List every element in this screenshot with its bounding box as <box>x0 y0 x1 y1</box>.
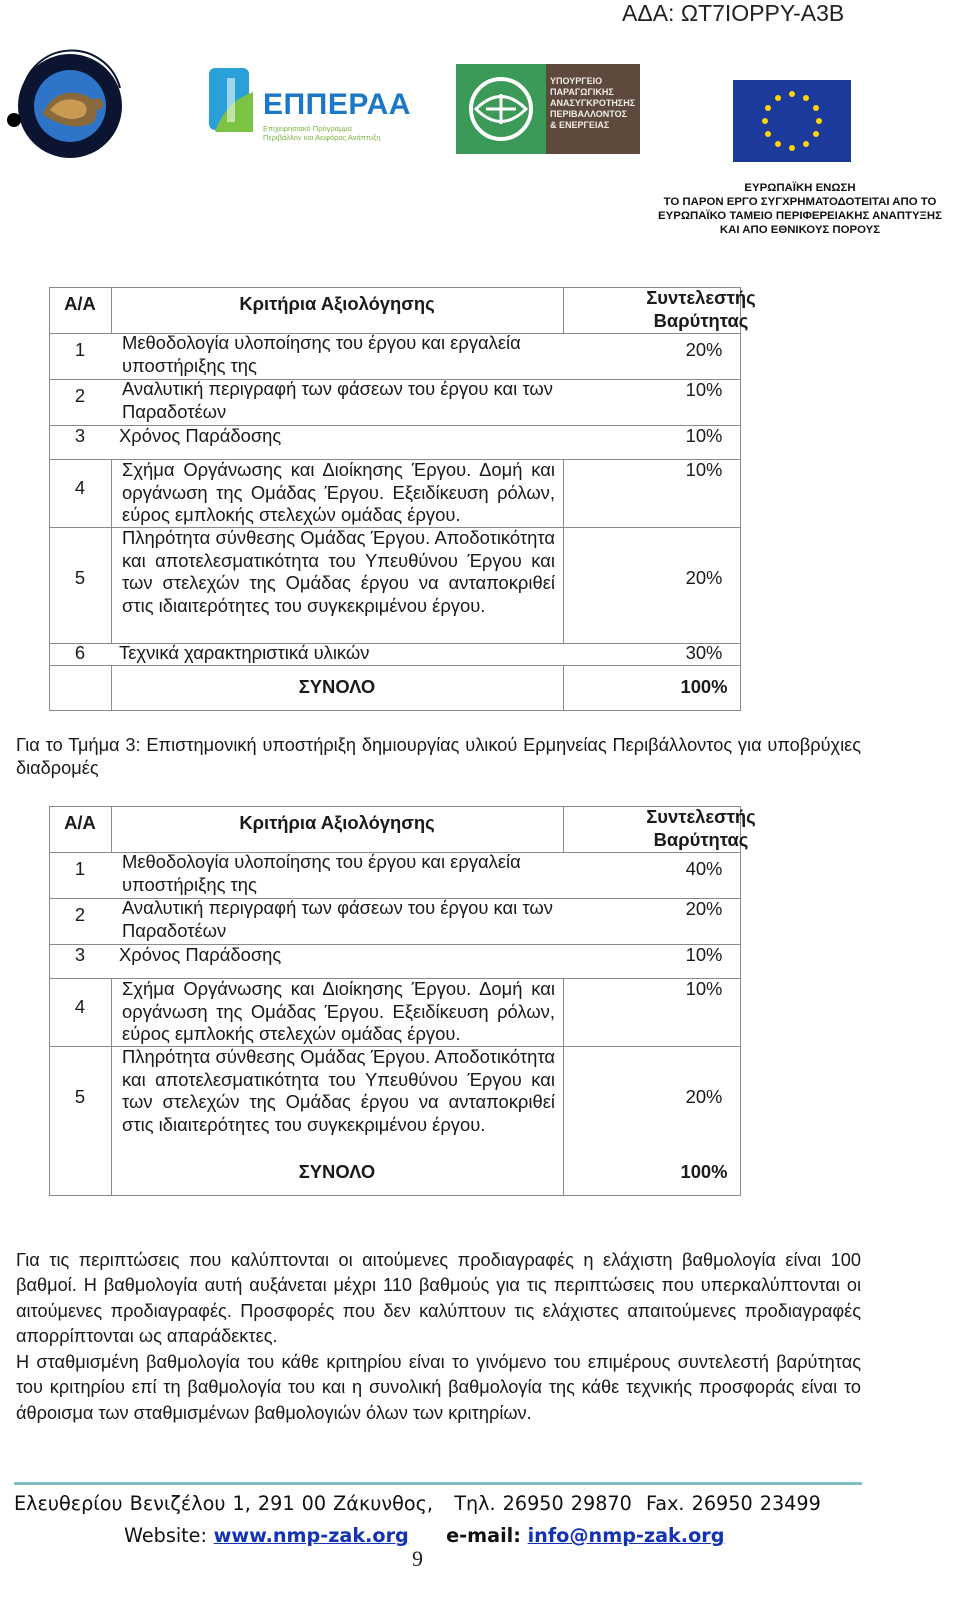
total-label: ΣΥΝΟΛΟ <box>298 1161 376 1182</box>
row-criterion: Χρόνος Παράδοσης <box>119 425 282 446</box>
header-aa: Α/Α <box>64 293 96 314</box>
row-criterion: Χρόνος Παράδοσης <box>119 944 282 965</box>
row-weight: 30% <box>685 642 723 663</box>
row-weight: 20% <box>685 339 723 360</box>
row-weight: 20% <box>685 898 723 919</box>
row-number: 2 <box>74 904 86 925</box>
eu-funding-text <box>640 181 960 237</box>
row-criterion: Τεχνικά χαρακτηριστικά υλικών <box>119 642 370 663</box>
row-criterion: Μεθοδολογία υλοποίησης του έργου και εργαλεία υποστήριξης της <box>122 332 521 376</box>
header-weight-line2: Βαρύτητας <box>653 309 749 331</box>
epperaa-title: ΕΠΠΕΡΑΑ <box>263 88 411 121</box>
row-criterion: Αναλυτική περιγραφή των φάσεων του έργου και των Παραδοτέων <box>122 378 553 422</box>
row-number: 2 <box>74 385 86 406</box>
row-criterion: Μεθοδολογία υλοποίησης του έργου και εργαλεία υποστήριξης της <box>122 851 521 895</box>
row-weight: 10% <box>685 978 723 999</box>
row-weight: 10% <box>685 425 723 446</box>
row-weight: 20% <box>685 1086 723 1107</box>
row-number: 4 <box>74 477 86 498</box>
eu-line-1: ΕΥΡΩΠΑΪΚΗ ΕΝΩΣΗ <box>744 182 856 194</box>
row-number: 1 <box>74 858 86 879</box>
epperaa-logo <box>205 62 411 142</box>
header-criteria: Κριτήρια Αξιολόγησης <box>239 812 435 833</box>
row-number: 1 <box>74 339 86 360</box>
header-aa: Α/Α <box>64 812 96 833</box>
row-criterion: Σχήμα Οργάνωσης και Διοίκησης Έργου. Δομή και οργάνωση της Ομάδας Έργου. Εξειδίκευση ρόλων, εύρος εμπλοκής στελεχών ομάδας έργου. <box>122 978 555 1045</box>
epperaa-subtitle-line2: Περιβάλλον και Αειφόρος Ανάπτυξη <box>263 133 381 142</box>
epperaa-mark-icon <box>205 62 259 140</box>
row-weight: 10% <box>685 459 723 480</box>
row-criterion: Πληρότητα σύνθεσης Ομάδας Έργου. Αποδοτικότητα και αποτελεσματικότητα του Υπευθύνου Έργου και των στελεχών της Ομάδας έργου να ανταποκριθεί στις ιδιαιτερότητες του συγκεκριμένου έργου. <box>122 1046 555 1135</box>
row-number: 5 <box>74 1086 86 1107</box>
header-weight-line1: Συντελεστής <box>646 806 756 827</box>
row-criterion: Αναλυτική περιγραφή των φάσεων του έργου και των Παραδοτέων <box>122 897 553 941</box>
website-link[interactable]: www.nmp-zak.org <box>213 1524 409 1547</box>
total-weight: 100% <box>680 676 728 697</box>
criteria-table-2 <box>49 806 756 1196</box>
epperaa-subtitle <box>263 124 381 142</box>
eu-flag-icon <box>733 80 851 162</box>
ministry-line-3: ΑΝΑΣΥΓΚΡΟΤΗΣΗΣ <box>550 98 636 108</box>
row-criterion: Πληρότητα σύνθεσης Ομάδας Έργου. Αποδοτικότητα και αποτελεσματικότητα του Υπευθύνου Έργου και των στελεχών της Ομάδας έργου να ανταποκριθεί στις ιδιαιτερότητες του συγκεκριμένου έργου. <box>122 527 555 616</box>
ministry-text <box>550 76 638 131</box>
row-number: 3 <box>74 425 86 446</box>
row-weight: 40% <box>685 858 723 879</box>
email-label: e-mail: <box>446 1524 521 1547</box>
total-label: ΣΥΝΟΛΟ <box>298 676 376 697</box>
ministry-line-1: ΥΠΟΥΡΓΕΙΟ <box>550 76 603 86</box>
eu-line-4: ΚΑΙ ΑΠΟ ΕΘΝΙΚΟΥΣ ΠΟΡΟΥΣ <box>719 224 881 236</box>
ministry-line-2: ΠΑΡΑΓΩΓΙΚΗΣ <box>550 87 614 97</box>
row-number: 4 <box>74 996 86 1017</box>
footer-contacts <box>124 1524 724 1547</box>
eu-line-2: ΤΟ ΠΑΡΟΝ ΕΡΓΟ ΣΥΓΧΡΗΜΑΤΟΔΟΤΕΙΤΑΙ ΑΠΟ ΤΟ <box>663 196 937 208</box>
eu-line-3: ΕΥΡΩΠΑΪΚΟ ΤΑΜΕΙΟ ΠΕΡΙΦΕΡΕΙΑΚΗΣ ΑΝΑΠΤΥΞΗΣ <box>658 210 942 222</box>
footer-address: Ελευθερίου Βενιζέλου 1, 291 00 Ζάκυνθος, Τηλ. 26950 29870 Fax. 26950 23499 <box>14 1492 821 1515</box>
row-criterion: Σχήμα Οργάνωσης και Διοίκησης Έργου. Δομή και οργάνωση της Ομάδας Έργου. Εξειδίκευση ρόλων, εύρος εμπλοκής στελεχών ομάδας έργου. <box>122 459 555 526</box>
row-number: 3 <box>74 944 86 965</box>
footer-divider <box>14 1482 862 1485</box>
header-criteria: Κριτήρια Αξιολόγησης <box>239 293 435 314</box>
email-link[interactable]: info@nmp-zak.org <box>527 1524 725 1547</box>
website-label: Website: <box>124 1524 207 1547</box>
row-weight: 10% <box>685 944 723 965</box>
epperaa-subtitle-line1: Επιχειρησιακό Πρόγραμμα <box>263 124 352 133</box>
section-title-lot-3: Για το Τμήμα 3: Επιστημονική υποστήριξη δημιουργίας υλικού Ερμηνείας Περιβάλλοντος για υποβρύχιες διαδρομές <box>16 735 861 778</box>
row-weight: 20% <box>685 567 723 588</box>
ada-code: ΑΔΑ: ΩΤ7ΙΟΡΡΥ-Α3Β <box>622 0 845 26</box>
ministry-line-4: ΠΕΡΙΒΑΛΛΟΝΤΟΣ <box>550 109 628 119</box>
scoring-paragraph-2: Η σταθμισμένη βαθμολογία του κάθε κριτηρίου είναι το γινόμενο του επιμέρους συντελεστή βαρύτητας του κριτηρίου επί τη βαθμολογία του και η συνολική βαθμολογία της κάθε τεχνικής προσφοράς είναι το άθροισμα των σταθμισμένων βαθμολογιών όλων των κριτηρίων. <box>16 1352 861 1423</box>
national-marine-park-zakynthos-logo <box>2 44 142 164</box>
row-number: 6 <box>74 642 86 663</box>
header-weight-line2: Βαρύτητας <box>653 828 749 850</box>
ministry-line-5: & ΕΝΕΡΓΕΙΑΣ <box>550 120 610 130</box>
header-weight <box>636 287 766 332</box>
header-weight <box>636 806 766 851</box>
ministry-logo <box>456 64 640 154</box>
row-weight: 10% <box>685 379 723 400</box>
scoring-paragraph-1: Για τις περιπτώσεις που καλύπτονται οι αιτούμενες προδιαγραφές η ελάχιστη βαθμολογία είναι 100 βαθμοί. Η βαθμολογία αυτή αυξάνεται μέχρι 110 βαθμούς για τις περιπτώσεις που υπερκαλύπτονται οι αιτούμενες προδιαγραφές. Προσφορές που δεν καλύπτουν τις ελάχιστες απαιτούμενες προδιαγραφές απορρίπτονται ως απαράδεκτες. <box>16 1250 861 1347</box>
total-weight: 100% <box>680 1161 728 1182</box>
ministry-emblem-icon <box>456 64 546 154</box>
row-number: 5 <box>74 567 86 588</box>
header-weight-line1: Συντελεστής <box>646 287 756 308</box>
page-number: 9 <box>412 1546 423 1571</box>
criteria-table-1 <box>49 287 756 711</box>
